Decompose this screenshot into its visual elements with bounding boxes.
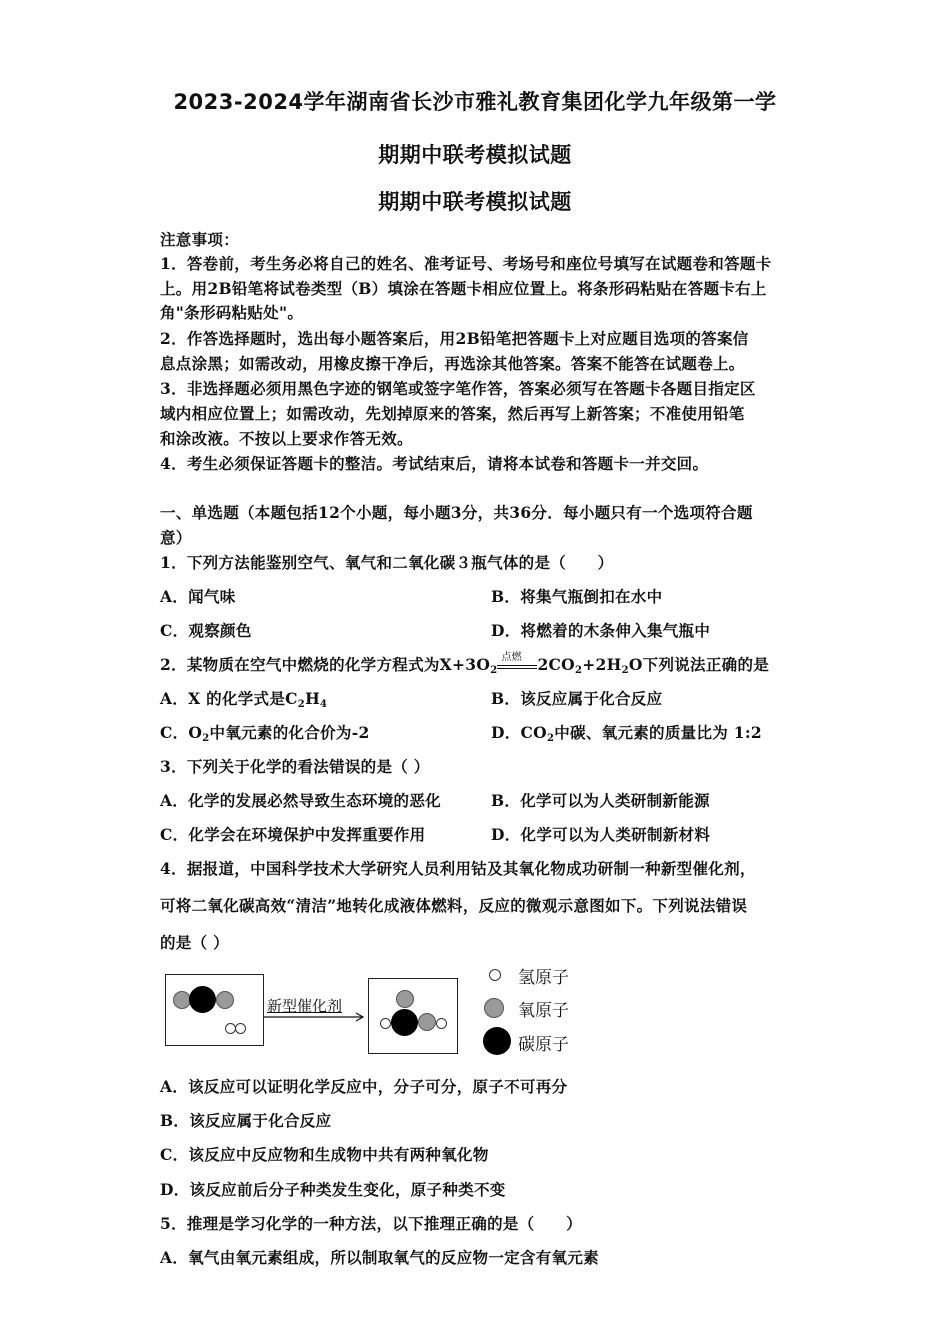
reaction-arrow	[497, 652, 537, 674]
q2-option-a: A．X 的化学式是$C_2H_4$	[160, 689, 328, 710]
q4-option-a: A．该反应可以证明化学反应中，分子可分，原子不可再分	[160, 1077, 568, 1096]
q2-option-d: D．$CO_2$中碳、氧元素的质量比为 1:2	[491, 723, 762, 744]
hydrogen-legend-icon	[489, 969, 501, 981]
notice-line: 和涂改液。不按以上要求作答无效。	[160, 429, 413, 448]
notice-line: 息点涂黑；如需改动，用橡皮擦干净后，再选涂其他答案。答案不能答在试题卷上。	[160, 354, 745, 373]
q4-option-d: D．该反应前后分子种类发生变化，原子种类不变	[160, 1180, 506, 1199]
question-4-stem-end: 的是（ ）	[160, 933, 229, 952]
question-5-stem: 5．推理是学习化学的一种方法，以下推理正确的是（ ）	[160, 1214, 582, 1233]
carbon-legend-icon	[483, 1027, 511, 1055]
q3-option-b: B．化学可以为人类研制新能源	[491, 791, 710, 810]
q1-option-c: C．观察颜色	[160, 621, 252, 640]
section-heading-cont: 意）	[160, 528, 192, 547]
question-1-stem: 1．下列方法能鉴别空气、氧气和二氧化碳３瓶气体的是（ ）	[160, 553, 614, 572]
question-4-stem-cont: 可将二氧化碳高效“清洁”地转化成液体燃料，反应的微观示意图如下。下列说法错误	[160, 896, 748, 915]
reaction-condition: 点燃	[501, 652, 523, 663]
catalyst-label: 新型催化剂	[267, 997, 343, 1015]
oxygen-atom	[396, 990, 414, 1008]
q3-option-a: A．化学的发展必然导致生态环境的恶化	[160, 791, 441, 810]
legend-oxygen: 氧原子	[518, 1001, 569, 1021]
hydrogen-atom	[235, 1023, 246, 1034]
carbon-atom	[391, 1009, 418, 1036]
page-title-line2: 期期中联考模拟试题	[378, 143, 572, 167]
q1-option-b: B．将集气瓶倒扣在水中	[491, 587, 663, 606]
q4-option-c: C．该反应中反应物和生成物中共有两种氧化物	[160, 1145, 489, 1164]
products-box	[368, 978, 458, 1054]
reaction-arrow-icon	[262, 1011, 370, 1023]
notice-line: 上。用2B铅笔将试卷类型（B）填涂在答题卡相应位置上。将条形码粘贴在答题卡右上	[160, 279, 767, 298]
q3-option-d: D．化学可以为人类研制新材料	[491, 825, 711, 844]
q1-option-a: A．闻气味	[160, 587, 236, 606]
oxygen-atom	[418, 1013, 436, 1031]
carbon-atom	[189, 986, 216, 1013]
q3-option-c: C．化学会在环境保护中发挥重要作用	[160, 825, 426, 844]
notice-line: 2．作答选择题时，选出每小题答案后，用2B铅笔把答题卡上对应题目选项的答案信	[160, 329, 749, 348]
page-title-line3: 期期中联考模拟试题	[378, 190, 572, 214]
q1-option-d: D．将燃着的木条伸入集气瓶中	[491, 621, 711, 640]
page-title: 2023-2024学年湖南省长沙市雅礼教育集团化学九年级第一学	[173, 90, 777, 114]
hydrogen-atom	[380, 1018, 391, 1029]
notice-line: 3．非选择题必须用黑色字迹的钢笔或签字笔作答，答案必须写在答题卡各题目指定区	[160, 379, 756, 398]
hydrogen-atom	[436, 1018, 447, 1029]
oxygen-legend-icon	[484, 998, 504, 1018]
question-2-stem: 2．某物质在空气中燃烧的化学方程式为$X+3O_2$ 点燃 $2CO_2+2H_2O$下列说法正确的是	[160, 653, 769, 676]
q2-option-c: C．$O_2$中氧元素的化合价为-2	[160, 723, 370, 744]
section-heading: 一、单选题（本题包括12个小题，每小题3分，共36分．每小题只有一个选项符合题	[160, 503, 753, 522]
reactants-box	[165, 974, 264, 1046]
oxygen-atom	[216, 991, 234, 1009]
notice-line: 角"条形码粘贴处"。	[160, 303, 304, 322]
q2-option-b: B．该反应属于化合反应	[491, 689, 663, 708]
question-4-stem: 4．据报道，中国科学技术大学研究人员利用钴及其氧化物成功研制一种新型催化剂，	[160, 859, 756, 878]
notice-heading: 注意事项：	[160, 230, 240, 249]
notice-line: 域内相应位置上；如需改动，先划掉原来的答案，然后再写上新答案；不准使用铅笔	[160, 404, 745, 423]
legend-carbon: 碳原子	[518, 1035, 569, 1055]
q4-option-b: B．该反应属于化合反应	[160, 1111, 332, 1130]
question-3-stem: 3．下列关于化学的看法错误的是（ ）	[160, 757, 430, 776]
q5-option-a: A．氧气由氧元素组成，所以制取氧气的反应物一定含有氧元素	[160, 1248, 599, 1267]
notice-line: 1．答卷前，考生务必将自己的姓名、准考证号、考场号和座位号填写在试题卷和答题卡	[160, 254, 772, 273]
notice-line: 4．考生必须保证答题卡的整洁。考试结束后，请将本试卷和答题卡一并交回。	[160, 454, 709, 473]
legend-hydrogen: 氢原子	[518, 968, 569, 988]
